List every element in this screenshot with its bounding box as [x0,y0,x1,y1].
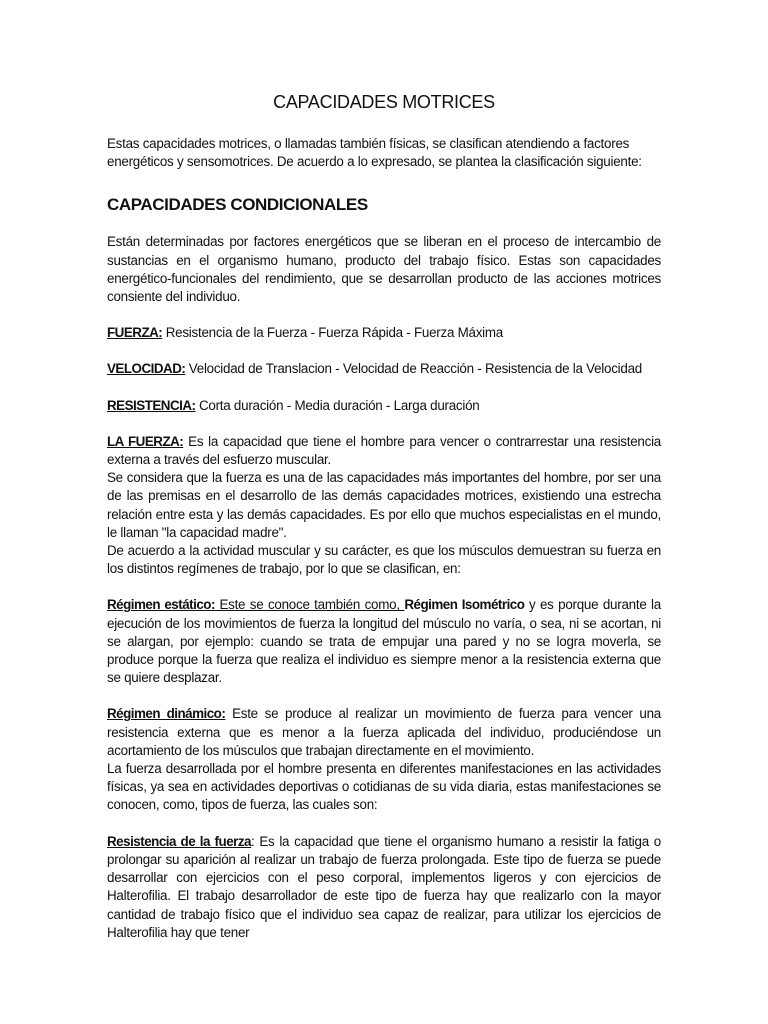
page-title: CAPACIDADES MOTRICES [273,92,495,112]
la-fuerza-text: Es la capacidad que tiene el hombre para vencer o contrarrestar una resistencia externa a través del esfuerzo muscular. [107,433,661,468]
resistencia-fuerza-paragraph [107,833,661,942]
fuerza-text: Resistencia de la Fuerza - Fuerza Rápida - Fuerza Máxima [162,325,504,341]
resistencia-text: Corta duración - Media duración - Larga duración [195,397,480,413]
intro-paragraph: Estas capacidades motrices, o llamadas también físicas, se clasifican atendiendo a factores energéticos y sensomotrices. De acuerdo a lo expresado, se plantea la clasificación siguiente: [107,136,642,170]
section-intro-paragraph: Están determinadas por factores energéticos que se liberan en el proceso de intercambio de sustancias en el organismo humano, producto del trabajo físico. Estas son capacidades energético-funcionales del rendimiento, que se desarrollan producto de las acciones motrices consiente del individuo. [107,234,661,305]
regimen-estatico-label: Régimen estático: [107,597,215,613]
la-fuerza-paragraph-2: Se considera que la fuerza es una de las capacidades más importantes del hombre, por ser una de las premisas en el desarrollo de las demás capacidades motrices, existiendo una estrecha relación entre esta y las demás capacidades. Es por ello que muchos especialistas en el mundo, le llaman "la capacidad madre". [107,470,661,540]
la-fuerza-paragraph-3: De acuerdo a la actividad muscular y su carácter, es que los músculos demuestran su fuerza en los distintos regímenes de trabajo, por lo que se clasifican, en: [107,543,661,577]
velocidad-label: VELOCIDAD: [107,361,186,377]
resistencia-line [107,397,661,415]
regimen-dinamico-label: Régimen dinámico: [107,706,226,722]
velocidad-text: Velocidad de Translacion - Velocidad de Reacción - Resistencia de la Velocidad [185,361,642,377]
resistencia-label: RESISTENCIA: [107,397,196,413]
regimen-dinamico-text: Este se produce al realizar un movimiento de fuerza para vencer una resistencia externa que es menor a la fuerza aplicada del individuo, produciéndose un acortamiento de los músculos que trabajan directamente en el movimiento. [107,706,661,758]
la-fuerza-label: LA FUERZA: [107,433,184,449]
fuerza-label: FUERZA: [107,325,163,341]
resistencia-fuerza-label: Resistencia de la fuerza [107,833,252,849]
velocidad-line [107,360,661,378]
la-fuerza-paragraph [107,433,661,469]
fuerza-line [107,324,661,342]
regimen-estatico-paragraph [107,596,661,687]
section-title: CAPACIDADES CONDICIONALES [107,195,368,215]
regimen-dinamico-paragraph [107,705,661,760]
regimen-dinamico-paragraph-2: La fuerza desarrollada por el hombre presenta en diferentes manifestaciones en las actividades físicas, ya sea en actividades deportivas o cotidianas de su vida diaria, estas manifestaciones se conocen, como, tipos de fuerza, las cuales son: [107,761,661,813]
resistencia-fuerza-text: : Es la capacidad que tiene el organismo humano a resistir la fatiga o prolongar su aparición al realizar un trabajo de fuerza prolongada. Este tipo de fuerza se puede desarrollar con ejercicios con el peso corporal, implementos ligeros y con ejercicios de Halterofilia. El trabajo desarrollador de este tipo de fuerza hay que realizarlo con la mayor cantidad de trabajo físico que el individuo sea capaz de realizar, para utilizar los ejercicios de Halterofilia hay que tener [107,833,661,940]
regimen-estatico-text-1: Este se conoce también como, [214,597,405,613]
regimen-estatico-text-2: y es porque durante la ejecución de los movimientos de fuerza la longitud del músculo no varía, o sea, ni se acortan, ni se alargan, por ejemplo: cuando se trata de empujar una pared y no se logra moverla, se produce porque la fuerza que realiza el individuo es siempre menor a la resistencia externa que se quiere desplazar. [107,597,661,686]
regimen-isometrico-label: Régimen Isométrico [404,597,525,613]
